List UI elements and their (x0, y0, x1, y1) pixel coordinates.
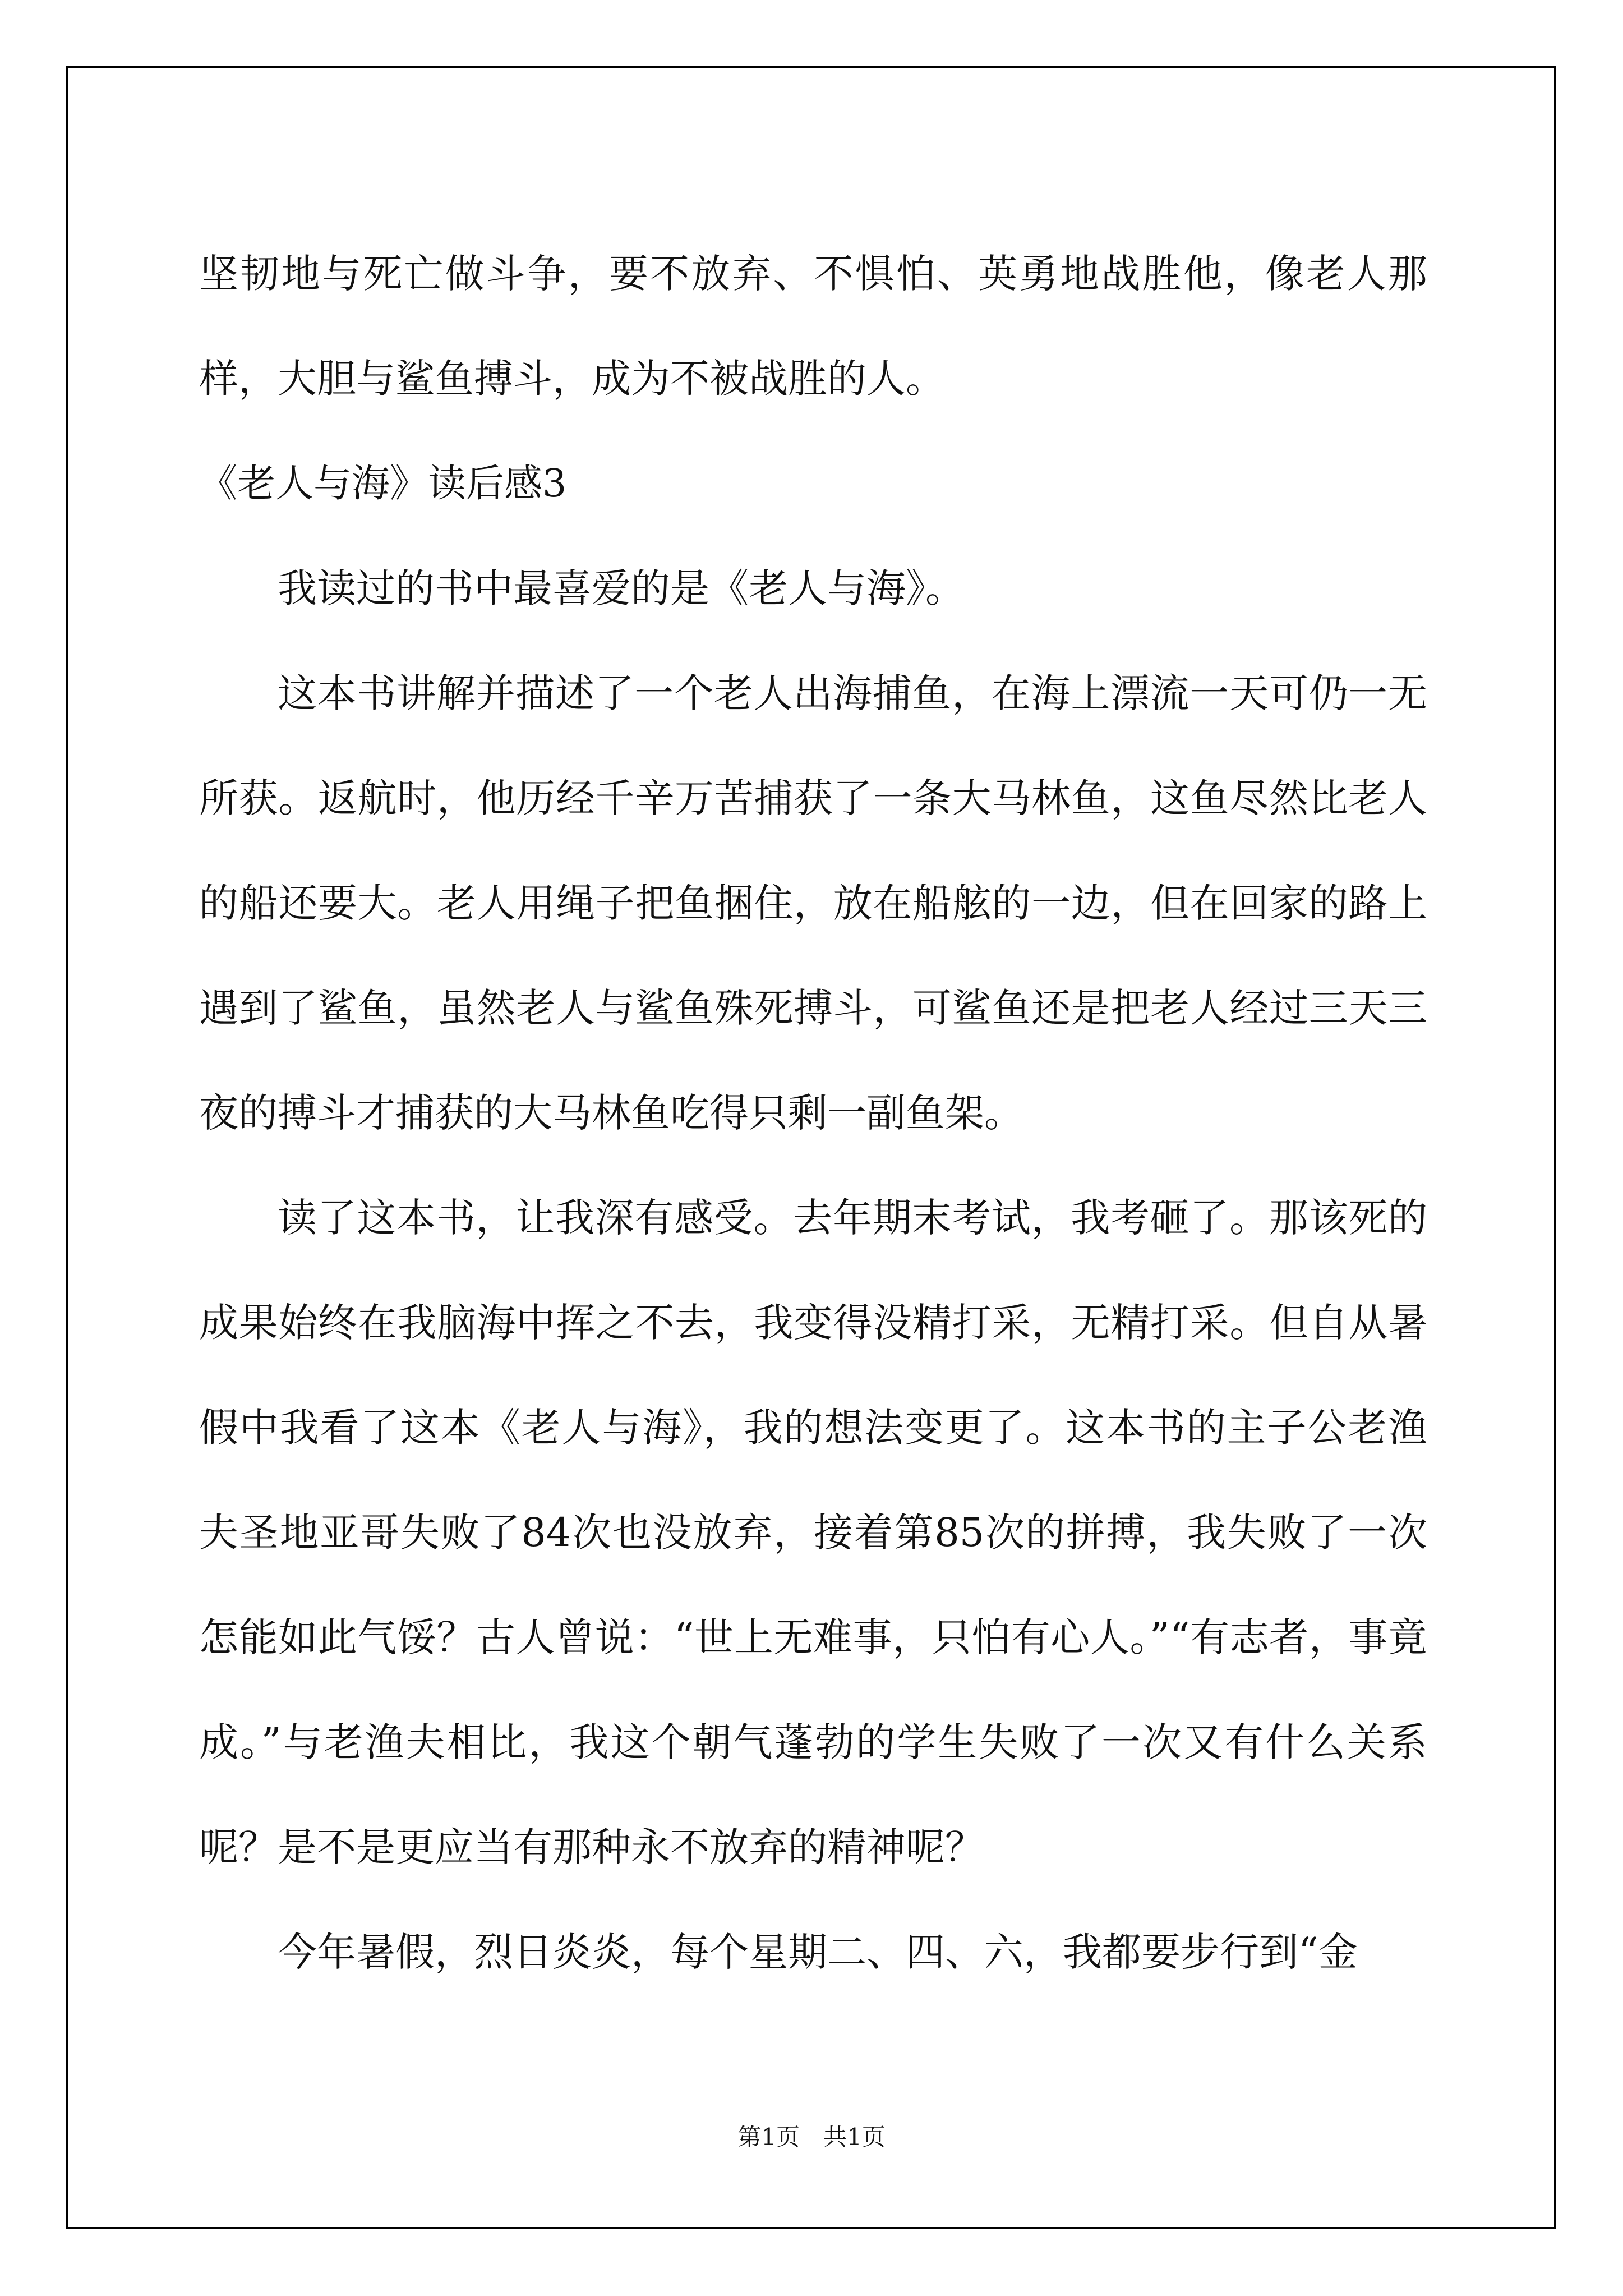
document-body (199, 222, 1427, 2005)
paragraph-summary: 这本书讲解并描述了一个老人出海捕鱼，在海上漂流一天可仍一无所获。返航时，他历经千辛万苦捕获了一条大马林鱼，这鱼尽然比老人的船还要大。老人用绳子把鱼捆住，放在船舷的一边，但在回家的路上遇到了鲨鱼，虽然老人与鲨鱼殊死搏斗，可鲨鱼还是把老人经过三天三夜的搏斗才捕获的大马林鱼吃得只剩一副鱼架。 (199, 670, 1427, 1136)
paragraph-summer: 今年暑假，烈日炎炎，每个星期二、四、六，我都要步行到“金 (278, 1929, 1358, 1975)
paragraph-continuation: 坚韧地与死亡做斗争，要不放弃、不惧怕、英勇地战胜他，像老人那样，大胆与鲨鱼搏斗，成为不被战胜的人。 (199, 251, 1427, 402)
paragraph-intro: 我读过的书中最喜爱的是《老人与海》。 (278, 565, 965, 611)
paragraph-reflection: 读了这本书，让我深有感受。去年期末考试，我考砸了。那该死的成果始终在我脑海中挥之不去，我变得没精打采，无精打采。但自从暑假中我看了这本《老人与海》，我的想法变更了。这本书的主子公老渔夫圣地亚哥失败了84次也没放弃，接着第85次的拼搏，我失败了一次怎能如此气馁？古人曾说：“世上无难事，只怕有心人。”“有志者，事竟成。”与老渔夫相比，我这个朝气蓬勃的学生失败了一次又有什么关系呢？是不是更应当有那种永不放弃的精神呢？ (199, 1195, 1427, 1870)
page-footer: 第1页 共1页 (737, 2123, 886, 2151)
section-heading: 《老人与海》读后感3 (199, 462, 567, 506)
